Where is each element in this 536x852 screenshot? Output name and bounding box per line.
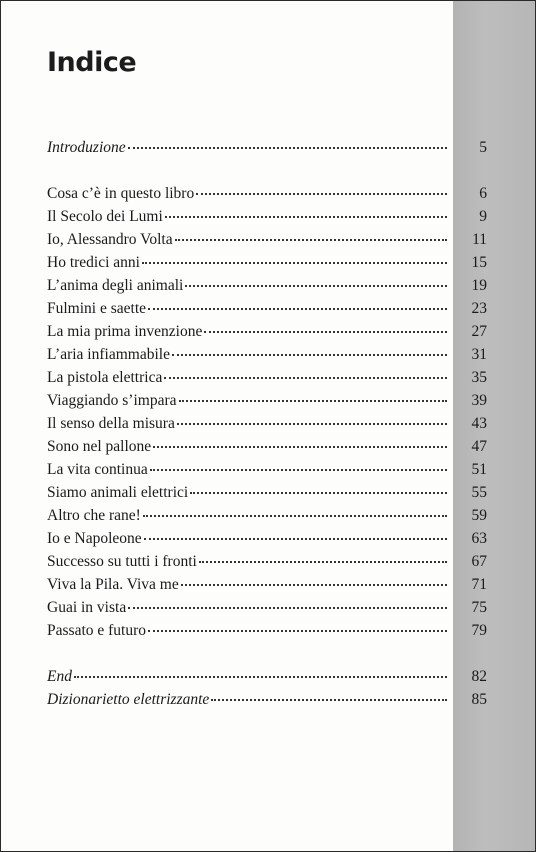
dot-leader xyxy=(164,377,447,379)
toc-entry-label: La vita continua xyxy=(47,461,148,478)
toc-entry-label: Il Secolo dei Lumi xyxy=(47,208,163,225)
dot-leader xyxy=(181,584,447,586)
toc-entry-label: Io, Alessandro Volta xyxy=(47,231,173,248)
toc-entry xyxy=(47,438,487,460)
toc-entry-label: Fulmini e saette xyxy=(47,300,147,317)
dot-leader xyxy=(204,331,447,333)
toc-entry xyxy=(47,530,487,552)
dot-leader xyxy=(144,538,447,540)
toc-entry-page-number: 79 xyxy=(471,622,487,639)
toc-entry xyxy=(47,208,487,230)
toc-entry-page-number: 55 xyxy=(471,484,487,501)
dot-leader xyxy=(143,515,447,517)
dot-leader xyxy=(190,492,447,494)
toc-entry xyxy=(47,323,487,345)
toc-entry-page-number: 59 xyxy=(471,507,487,524)
toc-entry-page-number: 6 xyxy=(479,185,487,202)
toc-entry-page-number: 31 xyxy=(471,346,487,363)
toc-entry xyxy=(47,553,487,575)
toc-entry xyxy=(47,254,487,276)
toc-entry-label: La mia prima invenzione xyxy=(47,323,203,340)
toc-entry xyxy=(47,369,487,391)
toc-entry-page-number: 75 xyxy=(471,599,487,616)
toc-entry-page-number: 63 xyxy=(471,530,487,547)
toc-entry-label: Dizionarietto elettrizzante xyxy=(47,691,210,708)
toc-entry-page-number: 51 xyxy=(471,461,487,478)
toc-entry-page-number: 35 xyxy=(471,369,487,386)
toc-entry xyxy=(47,668,487,690)
toc-entry-label: Ho tredici anni xyxy=(47,254,140,271)
dot-leader xyxy=(175,239,447,241)
toc-entry xyxy=(47,691,487,713)
toc-entry-label: L’anima degli animali xyxy=(47,277,184,294)
toc-entry-label: Viaggiando s’impara xyxy=(47,392,177,409)
toc-entry-page-number: 43 xyxy=(471,415,487,432)
toc-entry-page-number: 5 xyxy=(479,139,487,156)
toc-entry xyxy=(47,507,487,529)
toc-entry-page-number: 67 xyxy=(471,553,487,570)
toc-entry-page-number: 82 xyxy=(471,668,487,685)
toc-entry xyxy=(47,484,487,506)
toc-entry-label: Introduzione xyxy=(47,139,126,156)
toc-entry-label: End xyxy=(47,668,72,685)
toc-entry-page-number: 15 xyxy=(471,254,487,271)
toc-entry xyxy=(47,599,487,621)
toc-entry-label: Il senso della misura xyxy=(47,415,175,432)
toc-entry-label: Viva la Pila. Viva me xyxy=(47,576,179,593)
toc-entry xyxy=(47,622,487,644)
toc-entry-page-number: 47 xyxy=(471,438,487,455)
dot-leader xyxy=(185,285,447,287)
dot-leader xyxy=(177,423,447,425)
toc-entry-page-number: 9 xyxy=(479,208,487,225)
dot-leader xyxy=(74,676,447,678)
toc-entry-page-number: 85 xyxy=(471,691,487,708)
toc-entry xyxy=(47,300,487,322)
toc-entry-label: Guai in vista xyxy=(47,599,127,616)
toc-entry-label: Siamo animali elettrici xyxy=(47,484,189,501)
dot-leader xyxy=(128,607,447,609)
toc-entry xyxy=(47,231,487,253)
toc-entry xyxy=(47,139,487,161)
toc-entry-page-number: 19 xyxy=(471,277,487,294)
dot-leader xyxy=(172,354,447,356)
dot-leader xyxy=(142,262,447,264)
toc-entry-page-number: 23 xyxy=(471,300,487,317)
toc-entry-label: Sono nel pallone xyxy=(47,438,152,455)
dot-leader xyxy=(179,400,448,402)
dot-leader xyxy=(196,193,447,195)
dot-leader xyxy=(148,308,447,310)
toc-entry-page-number: 71 xyxy=(471,576,487,593)
dot-leader xyxy=(150,469,447,471)
toc-entry xyxy=(47,346,487,368)
page-title: Indice xyxy=(47,47,137,78)
toc-entry-label: Cosa c’è in questo libro xyxy=(47,185,195,202)
toc-entry-label: Io e Napoleone xyxy=(47,530,142,547)
toc-entry-label: Altro che rane! xyxy=(47,507,141,524)
dot-leader xyxy=(148,630,447,632)
dot-leader xyxy=(165,216,447,218)
dot-leader xyxy=(128,147,447,149)
toc-entry xyxy=(47,185,487,207)
toc-entry-page-number: 27 xyxy=(471,323,487,340)
toc-entry xyxy=(47,461,487,483)
dot-leader xyxy=(211,699,447,701)
toc-entry-label: La pistola elettrica xyxy=(47,369,163,386)
toc-entry xyxy=(47,576,487,598)
toc-entry-label: Passato e futuro xyxy=(47,622,147,639)
toc-entry xyxy=(47,392,487,414)
toc-entry xyxy=(47,415,487,437)
toc-entry-label: Successo su tutti i fronti xyxy=(47,553,197,570)
dot-leader xyxy=(199,561,447,563)
dot-leader xyxy=(153,446,447,448)
toc-entry-label: L’aria infiammabile xyxy=(47,346,170,363)
toc-entry-page-number: 39 xyxy=(471,392,487,409)
toc-entry-page-number: 11 xyxy=(472,231,487,248)
toc-entry xyxy=(47,277,487,299)
